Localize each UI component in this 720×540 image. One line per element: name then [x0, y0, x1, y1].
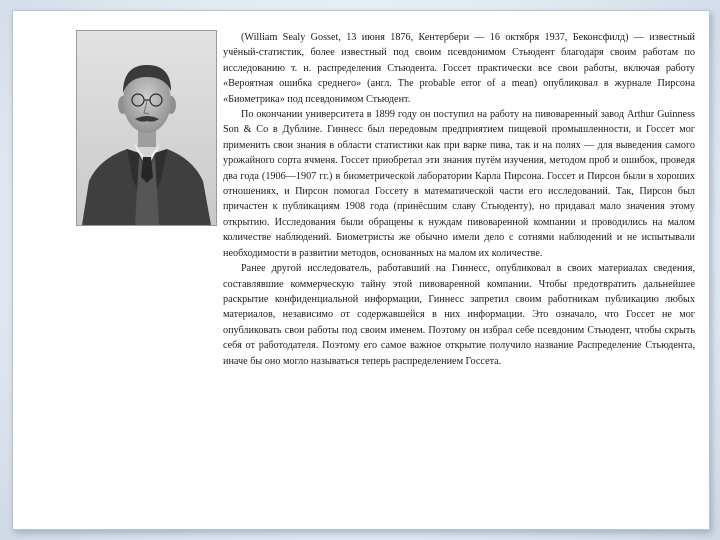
paragraph-pseudonym: Ранее другой исследователь, работавший на Гиннесс, опубликовал в своих материалах сведения, составлявшие коммерческую тайну этой пивоваренной компании. Чтобы предотвратить дальнейшее раскрытие конфиденциальной информации, Гиннесс запретил своим работникам публикацию любых материалов, независимо от содержавшейся в них информации. Это означало, что Госсет не мог опубликовать свои работы под своим именем. Поэтому он избрал себе псевдоним Стьюдент, чтобы скрыть себя от работодателя. Поэтому его самое важное открытие получило название Распределение Стьюдента, иначе бы оно могло называться теперь распределением Госсета. [223, 263, 695, 367]
paragraph-intro: (William Sealy Gosset, 13 июня 1876, Кентербери — 16 октября 1937, Беконсфилд) — известный учёный-статистик, более известный под своим псевдонимом Стьюдент благодаря своим работам по исследованию т. н. распределения Стьюдента. Госсет практически все свои работы, включая работу «Вероятная ошибка среднего» (англ. The probable error of a mean) опубликовал в журнале Пирсона «Биометрика» под псевдонимом Стьюдент. [223, 32, 695, 105]
slide [12, 10, 710, 530]
portrait-photo [76, 30, 217, 226]
biography-text [223, 30, 695, 369]
paragraph-guinness: По окончании университета в 1899 году он поступил на работу на пивоваренный завод Arthur Guinness Son & Co в Дублине. Гиннесс был передовым предприятием пищевой промышленности, и Госсет мог применить свои знания в области статистики как при варке пива, так и на полях — для выведения самого урожайного сорта ячменя. Госсет приобретал эти знания путём изучения, методом проб и ошибок, проведя два года (1906—1907 гг.) в биометрической лаборатории Карла Пирсона. Госсет и Пирсон были в хороших отношениях, и Пирсон помогал Госсету в математической части его исследований. Так, Пирсон был причастен к публикациям 1908 года (принёсшим славу Стьюденту), но придавал мало значения этому открытию. Исследования были обращены к нуждам пивоваренной компании и проводились на малом количестве наблюдений. Биометристы же обычно имели дело с сотнями наблюдений и не испытывали необходимости в развитии методов, основанных на малом их количестве. [223, 109, 695, 259]
